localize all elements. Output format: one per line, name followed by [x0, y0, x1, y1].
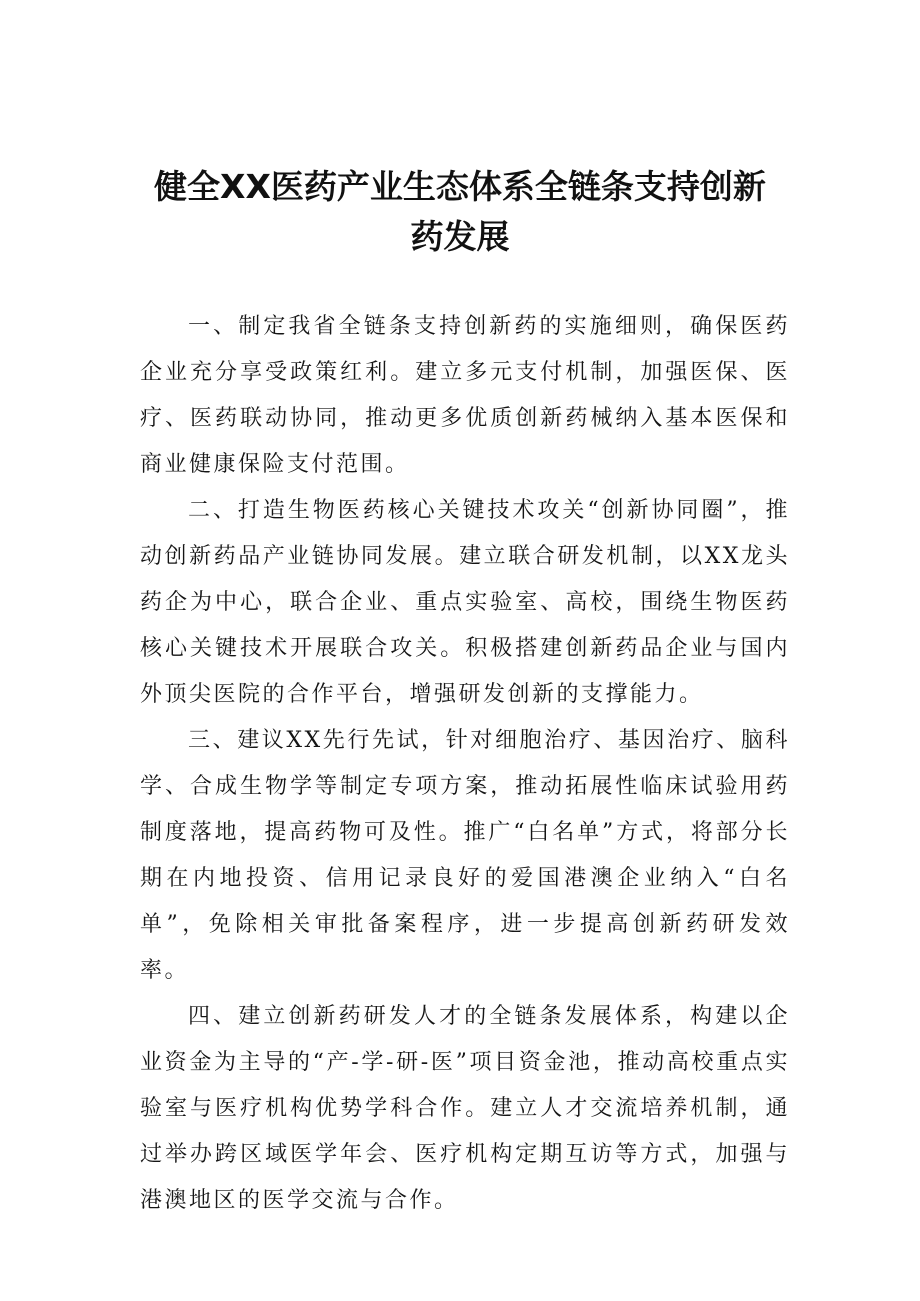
paragraph-2: 二、打造生物医药核心关键技术攻关“创新协同圈”，推动创新药品产业链协同发展。建立联合研发机制，以XX龙头药企为中心，联合企业、重点实验室、高校，围绕生物医药核心关键技术开展联合攻关。积极搭建创新药品企业与国内外顶尖医院的合作平台，增强研发创新的支撑能力。	[140, 498, 790, 707]
document-body	[140, 304, 790, 1224]
title-line-1: 健全XX医药产业生态体系全链条支持创新	[154, 167, 766, 206]
paragraph-4: 四、建立创新药研发人才的全链条发展体系，构建以企业资金为主导的“产-学-研-医”项目资金池，推动高校重点实验室与医疗机构优势学科合作。建立人才交流培养机制，通过举办跨区域医学年会、医疗机构定期互访等方式，加强与港澳地区的医学交流与合作。	[140, 1004, 790, 1213]
paragraph-3: 三、建议XX先行先试，针对细胞治疗、基因治疗、脑科学、合成生物学等制定专项方案，推动拓展性临床试验用药制度落地，提高药物可及性。推广“白名单”方式，将部分长期在内地投资、信用记录良好的爱国港澳企业纳入“白名单”，免除相关审批备案程序，进一步提高创新药研发效率。	[140, 728, 790, 983]
document-title	[130, 162, 790, 262]
title-line-2: 药发展	[410, 217, 510, 256]
paragraph-1: 一、制定我省全链条支持创新药的实施细则，确保医药企业充分享受政策红利。建立多元支付机制，加强医保、医疗、医药联动协同，推动更多优质创新药械纳入基本医保和商业健康保险支付范围。	[140, 314, 790, 477]
